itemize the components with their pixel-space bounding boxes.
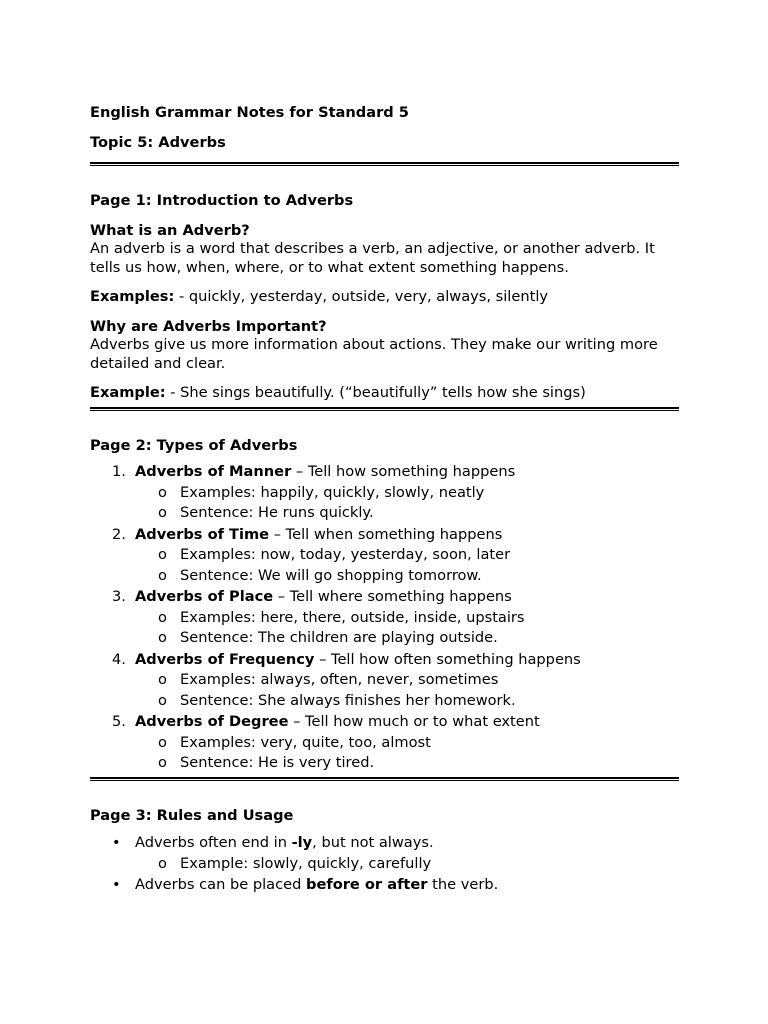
list-item bbox=[90, 463, 680, 482]
why-heading: Why are Adverbs Important? bbox=[90, 317, 327, 335]
example-line bbox=[90, 384, 680, 403]
section-divider bbox=[90, 407, 679, 411]
page2-heading: Page 2: Types of Adverbs bbox=[90, 436, 298, 454]
type-examples: Examples: now, today, yesterday, soon, later bbox=[180, 546, 511, 563]
type-desc: – Tell how something happens bbox=[291, 463, 516, 480]
sub-list-item bbox=[90, 629, 680, 648]
examples-label: Examples: bbox=[90, 288, 175, 305]
rule-text: Adverbs often end in bbox=[135, 834, 292, 851]
why-text: Adverbs give us more information about actions. They make our writing more detailed and clear. bbox=[90, 336, 658, 372]
sub-list-item bbox=[90, 855, 680, 874]
example-label: Example: bbox=[90, 384, 166, 401]
page1-heading: Page 1: Introduction to Adverbs bbox=[90, 192, 354, 209]
type-name: Adverbs of Degree bbox=[135, 713, 289, 730]
circle-bullet-icon: o bbox=[158, 629, 167, 646]
list-item bbox=[90, 834, 680, 853]
circle-bullet-icon: o bbox=[158, 671, 167, 688]
examples-line bbox=[90, 288, 680, 307]
type-name: Adverbs of Time bbox=[135, 525, 270, 543]
circle-bullet-icon: o bbox=[158, 854, 167, 872]
what-heading: What is an Adverb? bbox=[90, 221, 250, 239]
sub-list-item bbox=[90, 734, 680, 753]
list-item bbox=[90, 713, 680, 732]
rule-text: Adverbs can be placed bbox=[135, 876, 307, 893]
type-name: Adverbs of Manner bbox=[135, 463, 292, 480]
list-item bbox=[90, 651, 680, 670]
list-item bbox=[90, 526, 680, 545]
type-examples: Examples: here, there, outside, inside, upstairs bbox=[180, 608, 525, 626]
sub-list-item bbox=[90, 671, 680, 690]
circle-bullet-icon: o bbox=[158, 566, 167, 584]
type-sentence: Sentence: She always finishes her homework. bbox=[180, 691, 516, 709]
sub-list-item bbox=[90, 504, 680, 523]
page3-heading: Page 3: Rules and Usage bbox=[90, 806, 294, 824]
sub-list-item bbox=[90, 754, 680, 773]
list-number: 3. bbox=[112, 588, 126, 605]
type-desc: – Tell when something happens bbox=[269, 525, 503, 543]
circle-bullet-icon: o bbox=[158, 733, 167, 751]
section-divider bbox=[90, 777, 679, 781]
adverb-types-list bbox=[90, 463, 680, 773]
sub-list-item bbox=[90, 546, 680, 565]
type-examples: Examples: happily, quickly, slowly, neatly bbox=[180, 483, 485, 501]
list-number: 4. bbox=[112, 650, 126, 668]
type-sentence: Sentence: He runs quickly. bbox=[180, 504, 374, 521]
topic-heading: Topic 5: Adverbs bbox=[90, 133, 226, 151]
bullet-icon: • bbox=[112, 876, 121, 893]
type-name: Adverbs of Place bbox=[135, 588, 274, 605]
list-number: 2. bbox=[112, 525, 126, 543]
sub-list-item bbox=[90, 692, 680, 711]
bullet-icon: • bbox=[112, 834, 121, 851]
list-number: 1. bbox=[112, 463, 126, 480]
type-sentence: Sentence: He is very tired. bbox=[180, 754, 375, 771]
type-desc: – Tell how often something happens bbox=[314, 650, 581, 668]
rule-emphasis: before or after bbox=[306, 876, 428, 893]
type-examples: Examples: very, quite, too, almost bbox=[180, 733, 431, 751]
examples-text: - quickly, yesterday, outside, very, always, silently bbox=[174, 288, 549, 305]
sub-list-item bbox=[90, 484, 680, 503]
list-item bbox=[90, 876, 680, 895]
rule-emphasis: -ly bbox=[291, 834, 313, 851]
type-name: Adverbs of Frequency bbox=[135, 650, 315, 668]
sub-list-item bbox=[90, 567, 680, 586]
example-text: - She sings beautifully. (“beautifully” tells how she sings) bbox=[165, 384, 586, 401]
circle-bullet-icon: o bbox=[158, 483, 167, 501]
circle-bullet-icon: o bbox=[158, 546, 167, 563]
rule-text: the verb. bbox=[427, 876, 499, 893]
circle-bullet-icon: o bbox=[158, 504, 167, 521]
sub-list-item bbox=[90, 609, 680, 628]
rule-text: , but not always. bbox=[312, 834, 434, 851]
list-number: 5. bbox=[112, 713, 126, 730]
type-sentence: Sentence: The children are playing outside. bbox=[180, 629, 498, 646]
what-text: An adverb is a word that describes a verb, an adjective, or another adverb. It tells us how, when, where, or to what extent something happens. bbox=[90, 240, 655, 276]
document-page bbox=[90, 104, 680, 895]
type-desc: – Tell where something happens bbox=[273, 588, 512, 605]
type-examples: Examples: always, often, never, sometimes bbox=[180, 671, 499, 688]
circle-bullet-icon: o bbox=[158, 691, 167, 709]
circle-bullet-icon: o bbox=[158, 608, 167, 626]
section-divider bbox=[90, 162, 679, 166]
rule-example: Example: slowly, quickly, carefully bbox=[180, 854, 432, 872]
list-item bbox=[90, 588, 680, 607]
type-desc: – Tell how much or to what extent bbox=[288, 713, 540, 730]
circle-bullet-icon: o bbox=[158, 754, 167, 771]
document-title: English Grammar Notes for Standard 5 bbox=[90, 104, 409, 121]
type-sentence: Sentence: We will go shopping tomorrow. bbox=[180, 566, 482, 584]
